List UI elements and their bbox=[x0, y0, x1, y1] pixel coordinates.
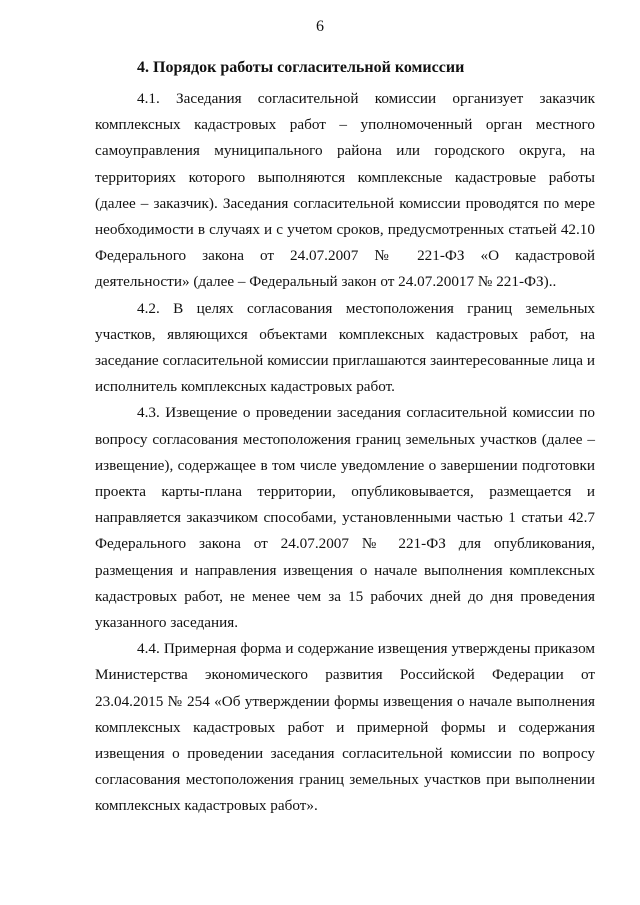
paragraph-4-4: 4.4. Примерная форма и содержание извещения утверждены приказом Министерства экономического развития Российской Федерации от 23.04.2015 № 254 «Об утверждении формы извещения о начале выполнения комплексных кадастровых работ и примерной формы и содержания извещения о проведении заседания согласительной комиссии по вопросу согласования местоположения границ земельных участков при выполнении комплексных кадастровых работ». bbox=[95, 640, 595, 815]
paragraph-4-2: 4.2. В целях согласования местоположения границ земельных участков, являющихся объектами комплексных кадастровых работ, на заседание согласительной комиссии приглашаются заинтересованные лица и исполнитель комплексных кадастровых работ. bbox=[95, 299, 595, 396]
section-title: 4. Порядок работы согласительной комиссии bbox=[137, 59, 465, 76]
paragraph-4-1: 4.1. Заседания согласительной комиссии организует заказчик комплексных кадастровых работ – уполномоченный орган местного самоуправления муниципального района или городского округа, на территориях которого выполняются комплексные кадастровые работы (далее – заказчик). Заседания согласительной комиссии проводятся по мере необходимости в случаях и с учетом сроков, предусмотренных статьей 42.10 Федерального закона от 24.07.2007 № 221-ФЗ «О кадастровой деятельности» (далее – Федеральный закон от 24.07.20017 № 221-ФЗ).. bbox=[95, 90, 595, 291]
page-number: 6 bbox=[316, 18, 324, 35]
paragraph-4-3: 4.3. Извещение о проведении заседания согласительной комиссии по вопросу согласования местоположения границ земельных участков (далее – извещение), содержащее в том числе уведомление о завершении подготовки проекта карты-плана территории, опубликовывается, размещается и направляется заказчиком способами, установленными частью 1 статьи 42.7 Федерального закона от 24.07.2007 № 221-ФЗ для опубликования, размещения и направления извещения о начале выполнения комплексных кадастровых работ, не менее чем за 15 рабочих дней до дня проведения указанного заседания. bbox=[95, 404, 595, 632]
section-body bbox=[95, 86, 595, 820]
